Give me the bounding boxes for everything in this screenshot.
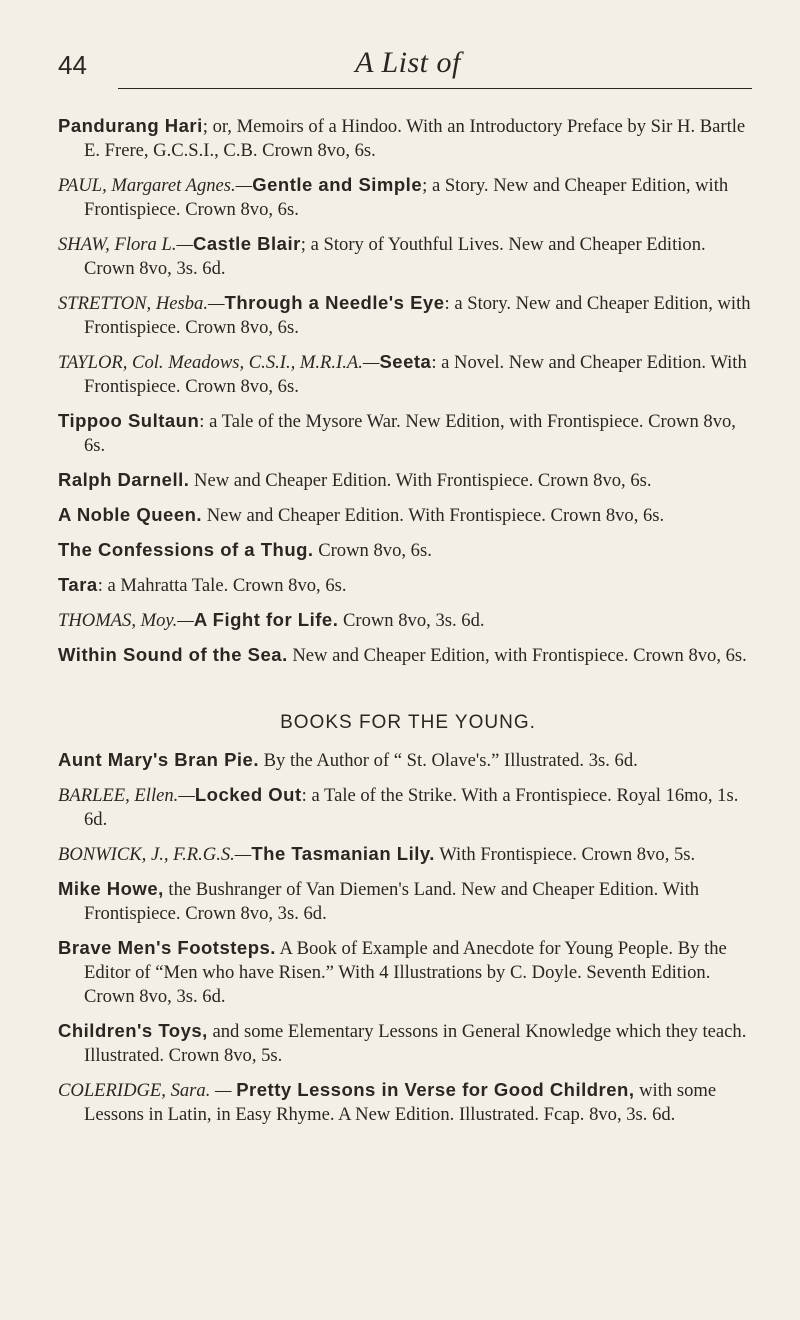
running-title: A List of [355,46,461,79]
entry-title: Through a Needle's Eye [224,292,445,313]
entry-details: With Frontispiece. Crown 8vo, 5s. [434,844,696,865]
entry-title: Castle Blair [193,233,301,254]
entry-title: Mike Howe, [58,878,164,899]
entry-details: New and Cheaper Edition, with Frontispiece. Crown 8vo, 6s. [287,645,747,666]
catalogue-entry [58,409,758,458]
catalogue-entry [58,608,758,633]
entry-title: Brave Men's Footsteps. [58,937,276,958]
entry-details: New and Cheaper Edition. With Frontispiece. Crown 8vo, 6s. [189,470,652,491]
entry-details: ; a Story. New and Cheaper Edition, with Frontispiece. Crown 8vo, 6s. [84,175,729,220]
entry-author: PAUL, Margaret Agnes.— [58,175,253,196]
entry-title: The Tasmanian Lily. [251,843,435,864]
entry-author: SHAW, Flora L.— [58,234,193,255]
entry-details: ; or, Memoirs of a Hindoo. With an Introductory Preface by Sir H. Bartle E. Frere, G.C.S.I., C.B. Crown 8vo, 6s. [84,116,746,161]
entry-details: Crown 8vo, 3s. 6d. [338,610,485,631]
entry-title: Gentle and Simple [252,174,423,195]
entry-title: Seeta [379,351,432,372]
entry-title: Within Sound of the Sea. [58,644,288,665]
entry-title: Ralph Darnell. [58,469,190,490]
entry-author: THOMAS, Moy.— [58,610,194,631]
catalogue-section [58,114,758,668]
entry-title: Pandurang Hari [58,115,203,136]
entry-title: A Noble Queen. [58,504,203,525]
entry-title: The Confessions of a Thug. [58,539,314,560]
entry-author: TAYLOR, Col. Meadows, C.S.I., M.R.I.A.— [58,352,380,373]
catalogue-entry [58,783,758,832]
catalogue-entry [58,503,758,528]
entry-details: : a Story. New and Cheaper Edition, with Frontispiece. Crown 8vo, 6s. [84,293,751,338]
entry-title: Locked Out [194,784,302,805]
catalogue-entry [58,748,758,773]
entry-title: Pretty Lessons in Verse for Good Children, [236,1079,635,1100]
entry-author: STRETTON, Hesba.— [58,293,225,314]
entry-details: with some Lessons in Latin, in Easy Rhyme. A New Edition. Illustrated. Fcap. 8vo, 3s. 6d. [84,1080,717,1125]
catalogue-entry [58,114,758,163]
entry-author: BARLEE, Ellen.— [58,785,195,806]
entry-author: COLERIDGE, Sara. — [58,1080,237,1101]
catalogue-entry [58,1019,758,1068]
entry-details: : a Mahratta Tale. Crown 8vo, 6s. [97,575,347,596]
entry-details: Crown 8vo, 6s. [313,540,432,561]
page-content [58,114,758,1137]
entry-title: Tippoo Sultaun [58,410,200,431]
catalogue-entry [58,350,758,399]
entry-details: : a Novel. New and Cheaper Edition. With Frontispiece. Crown 8vo, 6s. [84,352,747,397]
catalogue-entry [58,468,758,493]
entry-title: Tara [58,574,98,595]
entry-title: A Fight for Life. [193,609,339,630]
catalogue-entry [58,936,758,1009]
catalogue-entry [58,538,758,563]
entry-title: Children's Toys, [58,1020,208,1041]
page-header [58,44,758,94]
section-heading: BOOKS FOR THE YOUNG. [280,712,536,733]
entry-details: the Bushranger of Van Diemen's Land. New and Cheaper Edition. With Frontispiece. Crown 8vo, 3s. 6d. [84,879,700,924]
catalogue-entry [58,1078,758,1127]
entry-details: By the Author of “ St. Olave's.” Illustrated. 3s. 6d. [258,750,638,771]
entry-details: New and Cheaper Edition. With Frontispiece. Crown 8vo, 6s. [202,505,665,526]
entry-details: and some Elementary Lessons in General Knowledge which they teach. Illustrated. Crown 8vo, 5s. [84,1021,747,1066]
catalogue-entry [58,877,758,926]
catalogue-entry [58,842,758,867]
catalogue-entry [58,291,758,340]
catalogue-entry [58,232,758,281]
entry-author: BONWICK, J., F.R.G.S.— [58,844,252,865]
header-rule [118,88,752,89]
entry-details: A Book of Example and Anecdote for Young People. By the Editor of “Men who have Risen.” With 4 Illustrations by C. Doyle. Seventh Edition. Crown 8vo, 3s. 6d. [84,938,727,1007]
catalogue-entry [58,643,758,668]
catalogue-entry [58,173,758,222]
catalogue-entry [58,573,758,598]
entry-details: : a Tale of the Mysore War. New Edition, with Frontispiece. Crown 8vo, 6s. [84,411,736,456]
entry-title: Aunt Mary's Bran Pie. [58,749,259,770]
entry-details: : a Tale of the Strike. With a Frontispiece. Royal 16mo, 1s. 6d. [84,785,739,830]
books-for-young-section [58,748,758,1127]
page-number: 44 [58,50,87,80]
entry-details: ; a Story of Youthful Lives. New and Cheaper Edition. Crown 8vo, 3s. 6d. [84,234,706,279]
